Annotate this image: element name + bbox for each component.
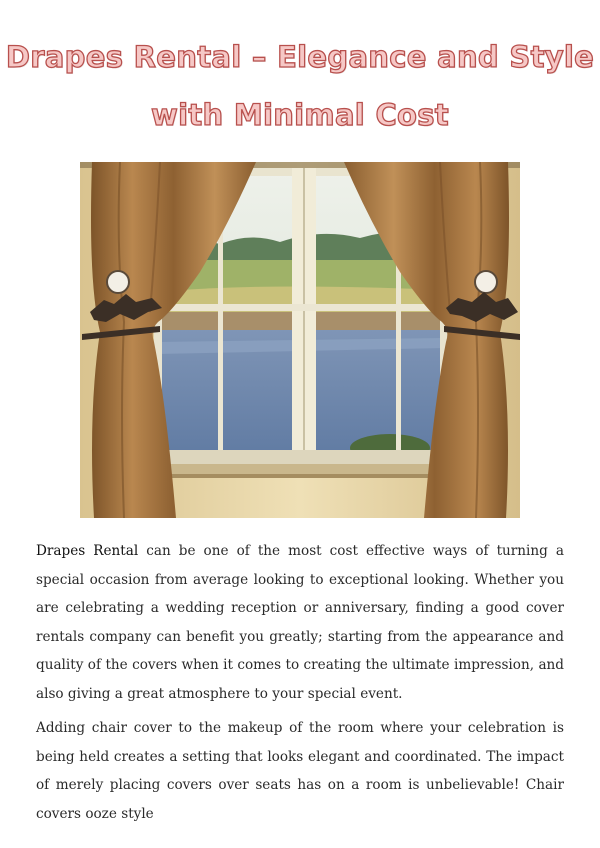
paragraph-1 — [36, 537, 564, 709]
drapes-window-photo — [80, 162, 520, 518]
paragraph-2: Adding chair cover to the makeup of the room where your celebration is being held creates a setting that looks elegant and coordinated. The impact of merely placing covers over seats has on a room is unbelievable! Chair covers ooze style — [36, 720, 564, 822]
page-title-line-2: with Minimal Cost — [151, 98, 449, 132]
page-title-line-1: Drapes Rental – Elegance and Style — [5, 40, 595, 74]
paragraph-1-text: can be one of the most cost effective ways of turning a special occasion from average looking to exceptional looking. Whether you are celebrating a wedding reception or anniversary, finding a good cover rentals company can benefit you greatly; starting from the appearance and quality of the covers when it comes to creating the ultimate impression, and also giving a great atmosphere to your special event. — [36, 543, 564, 702]
drapes-rental-link[interactable]: Drapes Rental — [36, 543, 139, 559]
